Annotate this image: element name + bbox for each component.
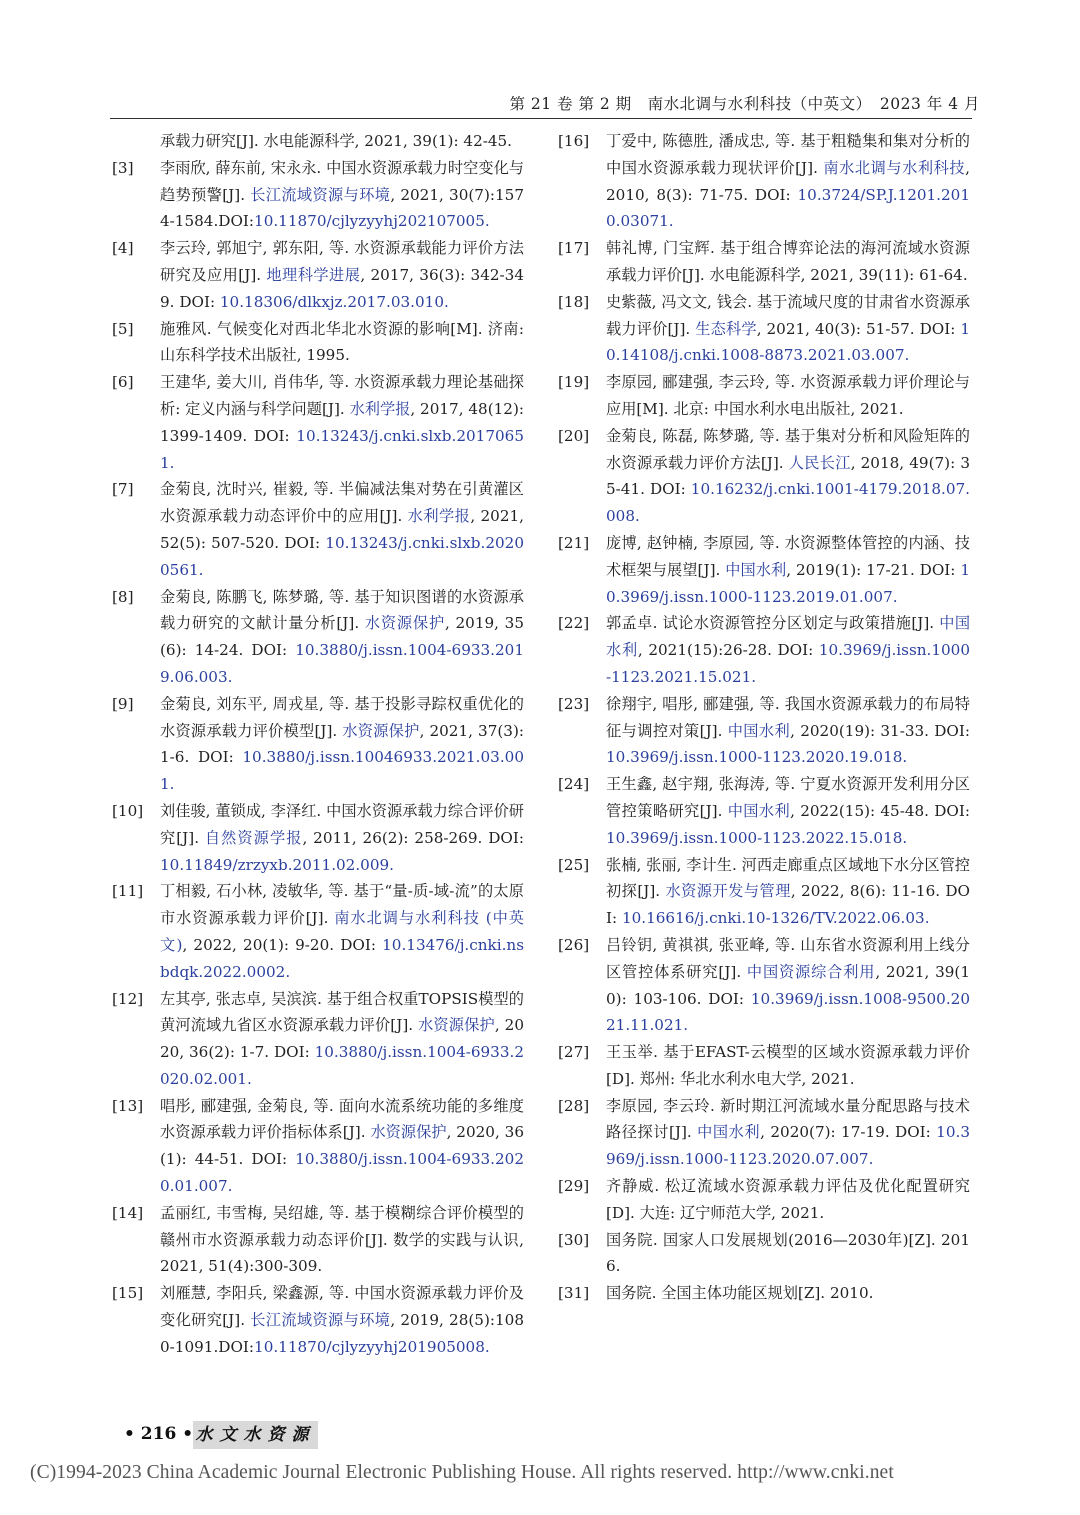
header-rule <box>110 118 972 119</box>
reference-link[interactable]: 10.11849/zrzyxb.2011.02.009. <box>160 855 394 874</box>
reference-text: 刘佳骏, 董锁成, 李泽红. 中国水资源承载力综合评价研究[J]. <box>160 801 524 847</box>
reference-number: [5] <box>112 319 134 338</box>
reference-link[interactable]: 水资源保护 <box>342 721 420 740</box>
reference-link[interactable]: 长江流域资源与环境 <box>250 185 391 204</box>
reference-link[interactable]: 10.3880/j.issn.1004-6933.2019.06.003. <box>160 641 524 686</box>
reference-number: [30] <box>558 1230 590 1249</box>
reference-entry <box>112 1093 524 1200</box>
reference-text: 国务院. 全国主体功能区规划[Z]. 2010. <box>606 1284 874 1303</box>
reference-entry <box>112 369 524 476</box>
reference-text: , 2021, 40(3): 51-57. DOI: <box>756 319 961 338</box>
reference-text: 齐静威. 松辽流域水资源承载力评估及优化配置研究[D]. 大连: 辽宁师范大学, 2021. <box>606 1177 970 1222</box>
reference-link[interactable]: 10.14108/j.cnki.1008-8873.2021.03.007. <box>606 319 970 365</box>
reference-entry <box>558 1039 970 1093</box>
reference-number: [13] <box>112 1096 144 1115</box>
reference-link[interactable]: 中国资源综合利用 <box>746 962 876 981</box>
reference-entry <box>112 235 524 315</box>
reference-text: 金菊良, 陈磊, 陈梦璐, 等. 基于集对分析和风险矩阵的水资源承载力评价方法[J]. <box>606 426 970 472</box>
reference-text: 张楠, 张丽, 李计生. 河西走廊重点区域地下水分区管控初探[J]. <box>606 855 970 901</box>
reference-link[interactable]: 10.3880/j.issn.1004-6933.2020.02.001. <box>160 1043 524 1088</box>
reference-link[interactable]: 水资源保护 <box>364 614 446 633</box>
reference-text: 王建华, 姜大川, 肖伟华, 等. 水资源承载力理论基础探析: 定义内涵与科学问题[J]. <box>160 373 524 418</box>
reference-entry <box>558 1093 970 1173</box>
reference-text: 王玉举. 基于EFAST-云模型的区域水资源承载力评价[D]. 郑州: 华北水利水电大学, 2021. <box>606 1043 970 1088</box>
reference-link[interactable]: 中国水利 <box>606 614 971 660</box>
reference-entry <box>558 1280 970 1307</box>
references-right-column <box>558 128 970 1307</box>
reference-text: 吕铃钥, 黄祺祺, 张亚峰, 等. 山东省水资源利用上线分区管控体系研究[J]. <box>606 935 970 981</box>
reference-number: [6] <box>112 373 134 392</box>
reference-text: 左其亭, 张志卓, 吴滨滨. 基于组合权重TOPSIS模型的黄河流域九省区水资源承载力评价[J]. <box>160 989 524 1035</box>
reference-entry <box>558 423 970 530</box>
reference-link[interactable]: 生态科学 <box>695 319 757 338</box>
reference-link[interactable]: 中国水利 <box>727 801 791 820</box>
reference-number: [3] <box>112 158 134 177</box>
reference-link[interactable]: 10.3969/j.issn.1000-1123.2019.01.007. <box>606 560 970 606</box>
reference-number: [22] <box>558 614 590 633</box>
reference-link[interactable]: 10.16616/j.cnki.10-1326/TV.2022.06.03. <box>621 909 930 928</box>
reference-number: [17] <box>558 239 590 258</box>
reference-text: , 2011, 26(2): 258-269. DOI: <box>302 828 524 847</box>
reference-entry <box>558 1227 970 1281</box>
reference-number: [14] <box>112 1203 144 1222</box>
reference-link[interactable]: 中国水利 <box>725 560 787 579</box>
reference-entry <box>112 316 524 370</box>
reference-entry <box>112 1280 524 1360</box>
reference-number: [10] <box>112 801 144 820</box>
reference-text: 郭孟卓. 试论水资源管控分区划定与政策措施[J]. <box>606 614 940 633</box>
copyright-notice: (C)1994-2023 China Academic Journal Electronic Publishing House. All rights reserved. http://www.cnki.net <box>30 1462 894 1483</box>
reference-number: [25] <box>558 855 590 874</box>
reference-number: [29] <box>558 1177 590 1196</box>
reference-text: , 2019(1): 17-21. DOI: <box>786 560 961 579</box>
reference-link[interactable]: 10.11870/cjlyzyyhj202107005. <box>254 212 490 231</box>
reference-link[interactable]: 10.3880/j.issn.1004-6933.2020.01.007. <box>160 1150 524 1196</box>
reference-link[interactable]: 水资源保护 <box>418 1016 495 1035</box>
reference-text: 金菊良, 刘东平, 周戎星, 等. 基于投影寻踪权重优化的水资源承载力评价模型[J]. <box>160 694 524 740</box>
reference-text: 金菊良, 沈时兴, 崔毅, 等. 半偏减法集对势在引黄灌区水资源承载力动态评价中的应用[J]. <box>160 480 524 526</box>
reference-number: [7] <box>112 480 134 499</box>
reference-text: , 2020(19): 31-33. DOI: <box>790 721 970 740</box>
reference-entry <box>558 289 970 369</box>
reference-entry <box>558 610 970 690</box>
reference-number: [4] <box>112 239 134 258</box>
reference-link[interactable]: 水资源保护 <box>370 1123 447 1142</box>
reference-link[interactable]: 人民长江 <box>788 453 851 472</box>
reference-link[interactable]: 水资源开发与管理 <box>665 882 791 901</box>
reference-link[interactable]: 10.13243/j.cnki.slxb.20200561. <box>160 533 524 579</box>
reference-entry <box>112 128 524 155</box>
reference-text: 承载力研究[J]. 水电能源科学, 2021, 39(1): 42-45. <box>160 132 513 150</box>
reference-link[interactable]: 中国水利 <box>697 1123 761 1142</box>
reference-link[interactable]: 自然资源学报 <box>204 828 303 847</box>
reference-entry <box>558 530 970 610</box>
reference-text: 李原园, 郦建强, 李云玲, 等. 水资源承载力评价理论与应用[M]. 北京: 中国水利水电出版社, 2021. <box>606 373 970 418</box>
reference-text: , 2020, 36(2): 1-7. DOI: <box>160 1016 525 1062</box>
reference-link[interactable]: 水利学报 <box>407 507 471 526</box>
running-header: 第 21 卷 第 2 期 南水北调与水利科技（中英文） 2023 年 4 月 <box>509 95 980 113</box>
reference-text: 庞博, 赵钟楠, 李原园, 等. 水资源整体管控的内涵、技术框架与展望[J]. <box>606 533 970 579</box>
reference-text: , 2017, 48(12): 1399-1409. DOI: <box>160 399 524 445</box>
reference-text: 史紫薇, 冯文文, 钱会. 基于流域尺度的甘肃省水资源承载力评价[J]. <box>606 292 970 338</box>
reference-link[interactable]: 中国水利 <box>727 721 791 740</box>
reference-number: [31] <box>558 1284 590 1303</box>
reference-entry <box>112 1200 524 1280</box>
reference-entry <box>558 369 970 423</box>
reference-number: [9] <box>112 694 134 713</box>
reference-text: , 2021, 30(7):1574-1584.DOI: <box>160 185 524 231</box>
reference-number: [21] <box>558 533 590 552</box>
reference-text: , 2021, 39(10): 103-106. DOI: <box>606 962 970 1008</box>
reference-entry <box>558 691 970 771</box>
reference-number: [19] <box>558 373 590 392</box>
reference-entry <box>558 1173 970 1227</box>
reference-entry <box>112 476 524 583</box>
reference-text: , 2021, 37(3): 1-6. DOI: <box>160 721 524 767</box>
reference-text: , 2022, 8(6): 11-16. DOI: <box>606 882 971 928</box>
reference-text: 唱彤, 郦建强, 金菊良, 等. 面向水流系统功能的多维度水资源承载力评价指标体系[J]. <box>160 1096 524 1142</box>
reference-text: , 2020, 36(1): 44-51. DOI: <box>160 1123 524 1169</box>
reference-number: [8] <box>112 587 134 606</box>
reference-number: [18] <box>558 292 590 311</box>
reference-link[interactable]: 10.11870/cjlyzyyhj201905008. <box>254 1337 490 1356</box>
reference-text: 施雅风. 气候变化对西北华北水资源的影响[M]. 济南: 山东科学技术出版社, 1995. <box>160 319 524 365</box>
reference-text: 金菊良, 陈鹏飞, 陈梦璐, 等. 基于知识图谱的水资源承载力研究的文献计量分析[J]. <box>160 587 524 633</box>
reference-link[interactable]: 南水北调与水利科技 <box>823 158 966 177</box>
reference-number: [12] <box>112 989 144 1008</box>
reference-number: [26] <box>558 935 590 954</box>
journal-section-label: 水文水资源 <box>193 1421 318 1449</box>
reference-text: 刘雁慧, 李阳兵, 梁鑫源, 等. 中国水资源承载力评价及变化研究[J]. <box>160 1284 524 1330</box>
reference-entry <box>112 691 524 798</box>
reference-entry <box>558 932 970 1039</box>
reference-number: [27] <box>558 1043 590 1062</box>
reference-link[interactable]: 10.13243/j.cnki.slxb.20170651. <box>160 426 524 472</box>
reference-entry <box>558 235 970 289</box>
reference-text: 国务院. 国家人口发展规划(2016—2030年)[Z]. 2016. <box>606 1230 970 1276</box>
reference-entry <box>112 584 524 691</box>
reference-entry <box>558 771 970 851</box>
reference-link[interactable]: 10.16232/j.cnki.1001-4179.2018.07.008. <box>606 480 970 526</box>
reference-number: [28] <box>558 1096 590 1115</box>
reference-text: , 2021, 52(5): 507-520. DOI: <box>160 507 525 552</box>
reference-link[interactable]: 南水北调与水利科技 (中英文) <box>160 909 524 954</box>
reference-link[interactable]: 10.3969/j.issn.1000-1123.2021.15.021. <box>606 641 971 686</box>
reference-text: , 2018, 49(7): 35-41. DOI: <box>606 453 970 499</box>
reference-number: [24] <box>558 775 590 794</box>
reference-number: [16] <box>558 132 590 150</box>
reference-text: , 2022(15): 45-48. DOI: <box>790 801 970 820</box>
reference-link[interactable]: 10.3969/j.issn.1000-1123.2022.15.018. <box>606 828 908 847</box>
reference-text: 徐翔宇, 唱彤, 郦建强, 等. 我国水资源承载力的布局特征与调控对策[J]. <box>606 694 970 740</box>
reference-text: 丁爱中, 陈德胜, 潘成忠, 等. 基于粗糙集和集对分析的中国水资源承载力现状评价[J]. <box>606 132 970 177</box>
reference-entry <box>558 852 970 932</box>
reference-link[interactable]: 地理科学进展 <box>266 265 361 284</box>
references-left-column <box>112 128 524 1361</box>
reference-text: , 2020(7): 17-19. DOI: <box>760 1123 937 1142</box>
reference-link[interactable]: 10.3969/j.issn.1000-1123.2020.19.018. <box>606 748 908 767</box>
reference-text: 丁相毅, 石小林, 凌敏华, 等. 基于“量-质-域-流”的太原市水资源承载力评价[J]. <box>160 882 524 928</box>
reference-number: [20] <box>558 426 590 445</box>
reference-link[interactable]: 10.3969/j.issn.1000-1123.2020.07.007. <box>606 1123 970 1169</box>
reference-link[interactable]: 10.13476/j.cnki.nsbdqk.2022.0002. <box>160 935 524 981</box>
reference-link[interactable]: 水利学报 <box>349 399 411 418</box>
reference-entry <box>112 986 524 1093</box>
page-number: • 216 • <box>124 1424 194 1444</box>
reference-text: 李雨欣, 薛东前, 宋永永. 中国水资源承载力时空变化与趋势预警[J]. <box>160 158 524 204</box>
reference-text: 李云玲, 郭旭宁, 郭东阳, 等. 水资源承载能力评价方法研究及应用[J]. <box>160 239 524 284</box>
reference-text: , 2021(15):26-28. DOI: <box>637 641 819 660</box>
reference-text: 王生鑫, 赵宇翔, 张海涛, 等. 宁夏水资源开发利用分区管控策略研究[J]. <box>606 775 970 820</box>
reference-text: 韩礼博, 门宝辉. 基于组合博弈论法的海河流域水资源承载力评价[J]. 水电能源科学, 2021, 39(11): 61-64. <box>606 239 970 284</box>
reference-entry <box>112 155 524 235</box>
reference-entry <box>112 798 524 878</box>
reference-link[interactable]: 10.18306/dlkxjz.2017.03.010. <box>219 292 449 311</box>
reference-entry <box>558 128 970 235</box>
reference-number: [15] <box>112 1284 144 1303</box>
reference-number: [11] <box>112 882 144 901</box>
reference-text: , 2019, 35(6): 14-24. DOI: <box>160 614 524 660</box>
reference-text: , 2017, 36(3): 342-349. DOI: <box>160 265 524 311</box>
reference-entry <box>112 878 524 985</box>
reference-text: 李原园, 李云玲. 新时期江河流域水量分配思路与技术路径探讨[J]. <box>606 1096 970 1142</box>
reference-text: 孟丽红, 韦雪梅, 吴绍雄, 等. 基于模糊综合评价模型的赣州市水资源承载力动态评价[J]. 数学的实践与认识, 2021, 51(4):300-309. <box>160 1203 524 1276</box>
reference-link[interactable]: 10.3969/j.issn.1008-9500.2021.11.021. <box>606 989 970 1035</box>
reference-text: , 2010, 8(3): 71-75. DOI: <box>606 158 970 204</box>
reference-link[interactable]: 10.3880/j.issn.10046933.2021.03.001. <box>160 748 524 794</box>
reference-link[interactable]: 10.3724/SP.J.1201.2010.03071. <box>606 185 970 231</box>
reference-text: , 2019, 28(5):1080-1091.DOI: <box>160 1311 524 1356</box>
reference-link[interactable]: 长江流域资源与环境 <box>250 1311 391 1330</box>
reference-number: [23] <box>558 694 590 713</box>
reference-text: , 2022, 20(1): 9-20. DOI: <box>182 935 383 954</box>
